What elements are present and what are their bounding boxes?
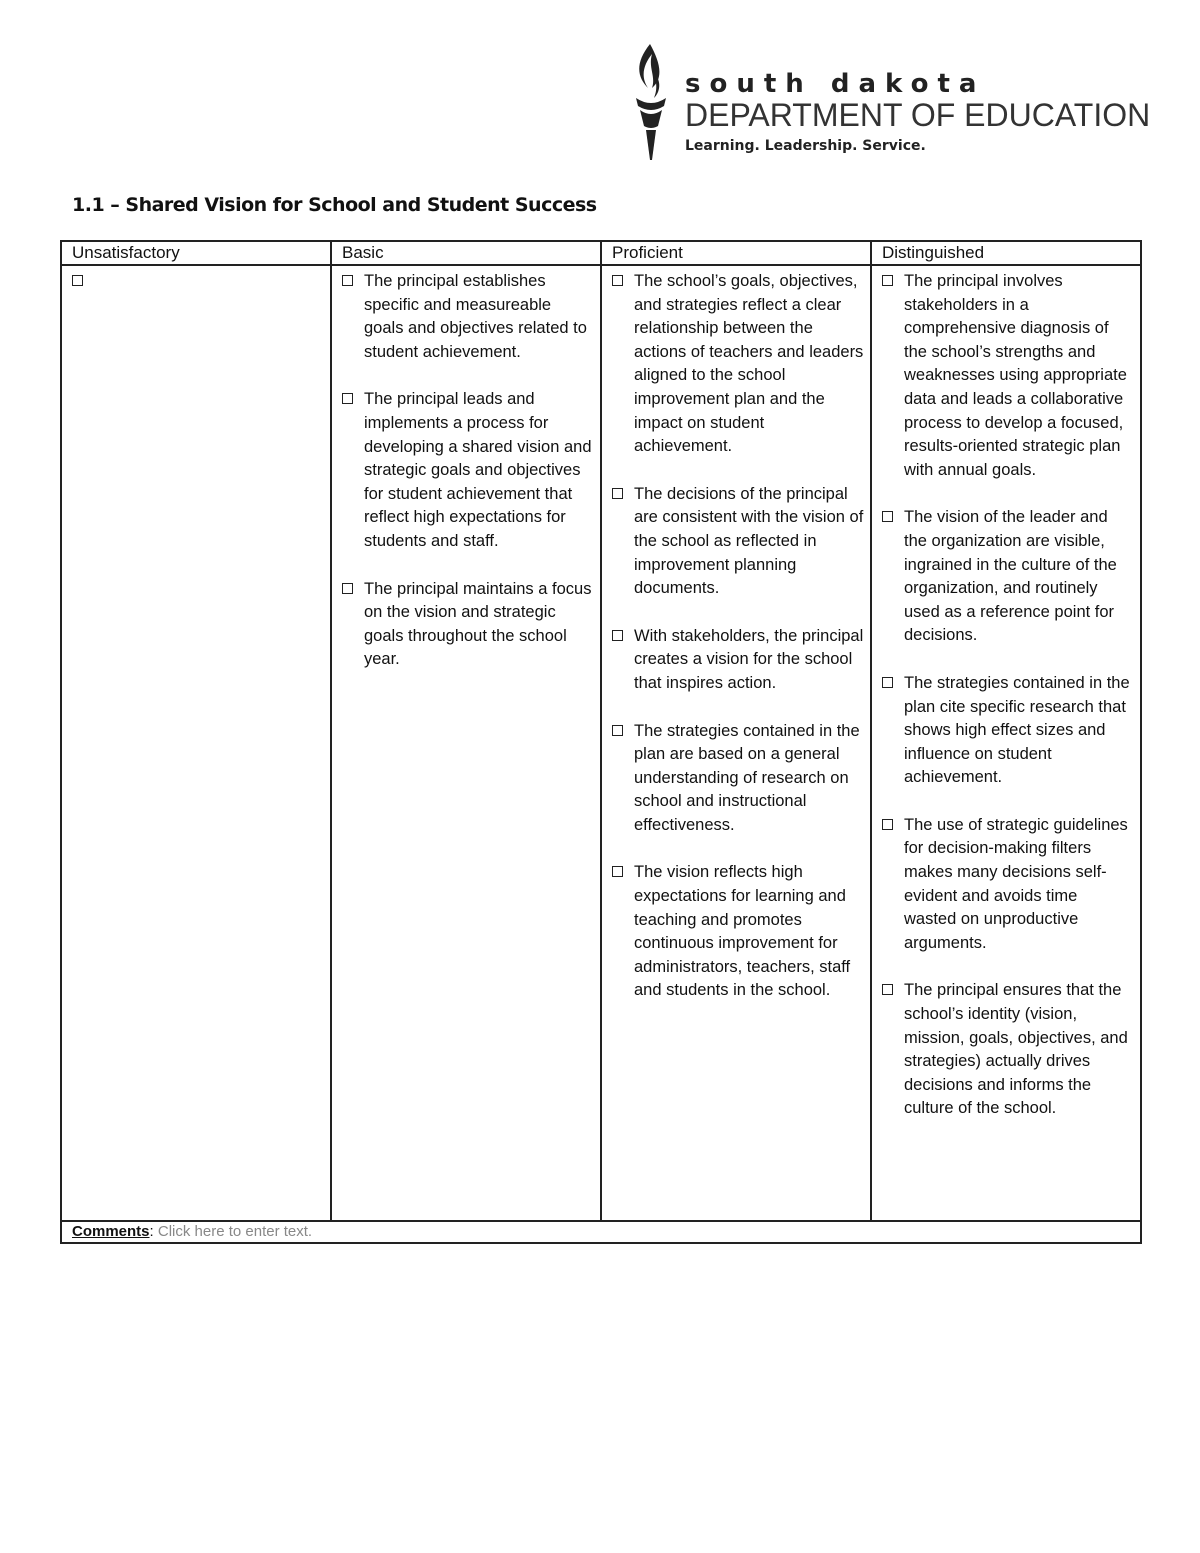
rubric-item [882,979,1134,1121]
header-unsatisfactory: Unsatisfactory [61,241,331,265]
checkbox-distinguished-5[interactable] [882,984,893,995]
rubric-header-row [61,241,1141,265]
checkbox-distinguished-3[interactable] [882,677,893,688]
rubric-item [882,506,1134,648]
checkbox-unsatisfactory[interactable] [72,275,83,286]
rubric-item [882,270,1134,482]
rubric-item-text: The vision reflects high expectations for learning and teaching and promotes continuous improvement for administrators, teachers, staff and students in the school. [634,863,851,1000]
rubric-item-text: The decisions of the principal are consistent with the vision of the school as reflected in improvement planning documents. [634,484,864,598]
rubric-item-text: The principal involves stakeholders in a comprehensive diagnosis of the school’s strengths and weaknesses using appropriate data and leads a collaborative process to develop a focused, results-oriented strategic plan with annual goals. [904,272,1127,479]
logo-department-name: DEPARTMENT OF EDUCATION [685,97,1151,133]
checkbox-distinguished-1[interactable] [882,275,893,286]
header-basic: Basic [331,241,601,265]
column-unsatisfactory [61,265,331,1221]
rubric-item [612,861,864,1003]
checkbox-proficient-5[interactable] [612,866,623,877]
rubric-body-row [61,265,1141,1221]
rubric-item-text: The use of strategic guidelines for decision-making filters makes many decisions self- evident and avoids time wasted on unproductive arguments. [904,815,1128,952]
page-title: 1.1 – Shared Vision for School and Student Success [72,194,597,216]
checkbox-basic-2[interactable] [342,393,353,404]
header-proficient: Proficient [601,241,871,265]
rubric-item [342,578,594,672]
rubric-item-text: The strategies contained in the plan cite specific research that shows high effect sizes and influence on student achievement. [904,673,1130,787]
checkbox-proficient-4[interactable] [612,725,623,736]
rubric-item [882,814,1134,956]
rubric-item-text: The principal leads and implements a process for developing a shared vision and strategic goals and objectives for student achievement that reflect high expectations for students and staff. [364,390,592,550]
comments-input[interactable]: Click here to enter text. [153,1223,313,1240]
column-distinguished [871,265,1141,1221]
logo-state-name: south dakota [685,69,986,99]
rubric-item [72,270,324,286]
checkbox-distinguished-2[interactable] [882,511,893,522]
rubric-item-text: The principal ensures that the school’s identity (vision, mission, goals, objectives, and strategies) actually drives decisions and informs the culture of the school. [904,981,1128,1118]
rubric-item-text: The principal establishes specific and measureable goals and objectives related to student achievement. [364,272,587,361]
logo-tagline: Learning. Leadership. Service. [685,138,926,154]
rubric-item [882,672,1134,790]
rubric-item-text [94,270,324,286]
checkbox-proficient-1[interactable] [612,275,623,286]
checkbox-proficient-3[interactable] [612,630,623,641]
comments-label: Comments [72,1223,150,1240]
rubric-item-text: The principal maintains a focus on the vision and strategic goals throughout the school year. [364,579,592,669]
column-basic [331,265,601,1221]
rubric-item [342,388,594,553]
comments-separator: : [149,1223,154,1240]
rubric-table [60,240,1142,1244]
rubric-item-text: The vision of the leader and the organization are visible, ingrained in the culture of the organization, and routinely used as a reference point for decisions. [904,508,1117,645]
checkbox-proficient-2[interactable] [612,488,623,499]
rubric-item [612,625,864,696]
comments-row [61,1221,1141,1243]
rubric-item [612,270,864,459]
checkbox-basic-3[interactable] [342,583,353,594]
column-proficient [601,265,871,1221]
header-distinguished: Distinguished [871,241,1141,265]
rubric-item-text: With stakeholders, the principal creates a vision for the school that inspires action. [634,626,864,692]
comments-cell [61,1221,1141,1243]
checkbox-distinguished-4[interactable] [882,819,893,830]
torch-flame-icon [630,42,672,162]
checkbox-basic-1[interactable] [342,275,353,286]
sd-doe-logo [630,42,1160,162]
rubric-item [342,270,594,364]
rubric-item [612,720,864,838]
rubric-item [612,483,864,601]
rubric-item-text: The school’s goals, objectives, and strategies reflect a clear relationship between the actions of teachers and leaders aligned to the school improvement plan and the impact on student achievement. [634,272,864,456]
rubric-item-text: The strategies contained in the plan are based on a general understanding of research on school and instructional effectiveness. [634,721,860,834]
